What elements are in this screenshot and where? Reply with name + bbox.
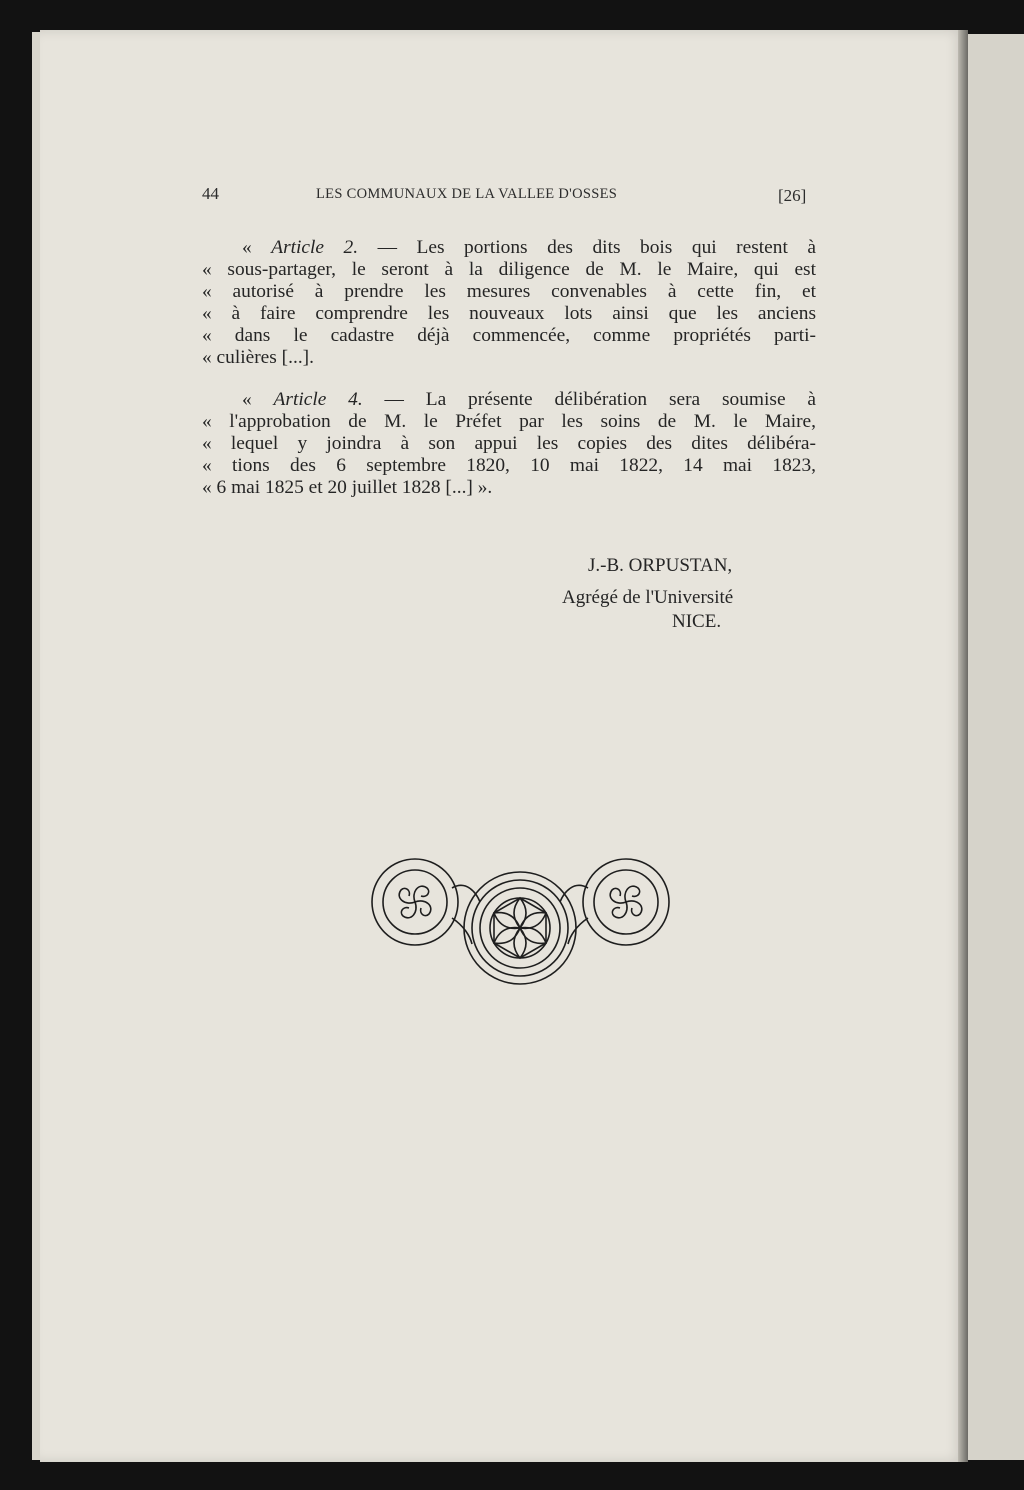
article-4-paragraph xyxy=(202,389,816,499)
article-2-line: « sous-partager, le seront à la diligence de M. le Maire, qui est xyxy=(202,259,816,280)
article-2-line: « dans le cadastre déjà commencée, comme propriétés parti- xyxy=(202,325,816,346)
article-4-line: « 6 mai 1825 et 20 juillet 1828 [...] ». xyxy=(202,477,493,498)
article-2-line: « culières [...]. xyxy=(202,347,314,368)
article-2-label: Article 2. xyxy=(271,237,359,258)
article-4-label: Article 4. xyxy=(273,389,363,410)
author-name: J.-B. ORPUSTAN, xyxy=(588,555,733,576)
article-2-first-line: « Article 2. — Les portions des dits bois qui restent à xyxy=(242,237,816,258)
article-4-line: « lequel y joindra à son appui les copies des dites délibéra- xyxy=(202,433,816,454)
section-page-tag: [26] xyxy=(778,186,807,205)
basque-rosette-ornament-icon xyxy=(368,852,672,992)
running-title: LES COMMUNAUX DE LA VALLEE D'OSSES xyxy=(316,186,618,202)
facing-page xyxy=(968,34,1024,1460)
article-2-line: « à faire comprendre les nouveaux lots ainsi que les anciens xyxy=(202,303,816,324)
article-4-first-line: « Article 4. — La présente délibération sera soumise à xyxy=(242,389,816,410)
book-gutter xyxy=(958,30,968,1462)
author-title: Agrégé de l'Université xyxy=(562,587,734,608)
article-2-paragraph xyxy=(202,237,816,369)
article-4-line: « l'approbation de M. le Préfet par les soins de M. le Maire, xyxy=(202,411,816,432)
article-2-line: « autorisé à prendre les mesures convenables à cette fin, et xyxy=(202,281,816,302)
article-4-line: « tions des 6 septembre 1820, 10 mai 1822, 14 mai 1823, xyxy=(202,455,816,476)
page-number: 44 xyxy=(202,184,219,203)
author-city: NICE. xyxy=(672,611,722,632)
